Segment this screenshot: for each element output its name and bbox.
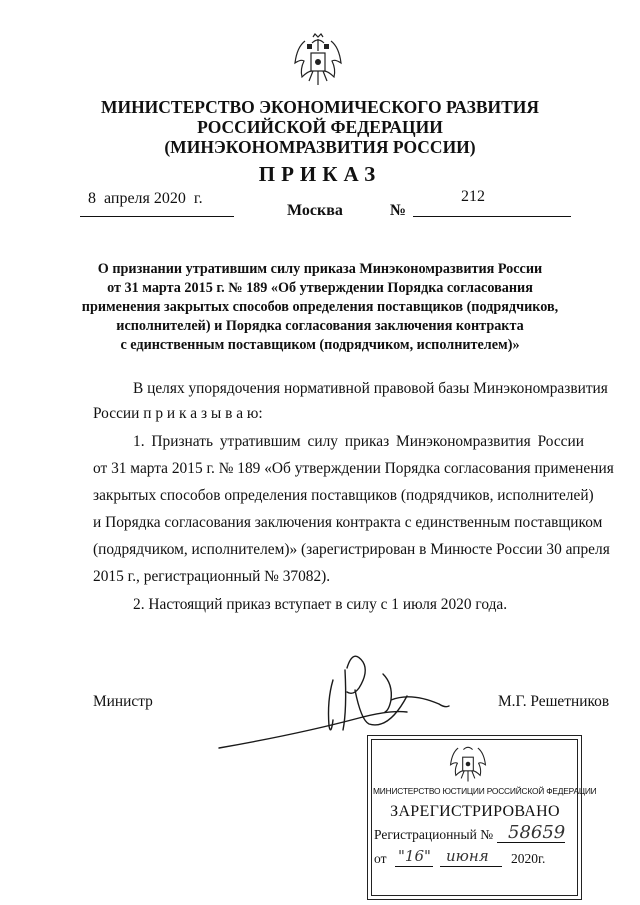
signatory-name: М.Г. Решетников [498,693,610,710]
document-type: ПРИКАЗ [258,162,382,186]
signatory-position: Министр [93,693,153,710]
preamble-line1: В целях упорядочения нормативной правовой базы Минэкономразвития [133,380,608,397]
russian-coat-of-arms-icon [447,742,489,786]
stamp-date-prefix: от [374,851,387,866]
title-line: от 31 марта 2015 г. № 189 «Об утверждении Порядка согласования [107,280,533,296]
title-line: исполнителей) и Порядка согласования заключения контракта [116,318,524,334]
ministry-heading [0,97,640,157]
stamp-reg-underline [497,842,565,843]
stamp-date-month: июня [446,847,489,865]
title-line: с единственным поставщиком (подрядчиком, исполнителем)» [120,337,520,353]
ministry-name-line1: МИНИСТЕРСТВО ЭКОНОМИЧЕСКОГО РАЗВИТИЯ [100,97,540,117]
order-number: 212 [461,188,485,205]
ministry-name-line2: РОССИЙСКОЙ ФЕДЕРАЦИИ [197,117,443,137]
stamp-ministry: МИНИСТЕРСТВО ЮСТИЦИИ РОССИЙСКОЙ ФЕДЕРАЦИИ [373,786,597,796]
number-sign: № [390,202,407,219]
preamble-prikazyvayu: п р и к а з ы в а ю: [143,405,263,422]
stamp-date-day: "16" [398,847,431,865]
item1-line: и Порядка согласования заключения контракта с единственным поставщиком [93,514,603,531]
title-line: применения закрытых способов определения поставщиков (подрядчиков, [81,299,559,315]
russian-coat-of-arms-icon [293,33,343,91]
number-underline [413,216,571,217]
item1-line: закрытых способов определения поставщиков (подрядчиков, исполнителей) [93,487,594,504]
stamp-day-underline [395,866,433,867]
date-underline [80,216,234,217]
stamp-registered: ЗАРЕГИСТРИРОВАНО [390,803,560,820]
stamp-date-year: 2020г. [511,851,546,866]
stamp-reg-number: 58659 [508,822,566,843]
order-city: Москва [287,202,343,219]
order-date: 8 апреля 2020 г. [88,190,203,207]
item1-line: 1. Признать утратившим силу приказ Минэкономразвития России [133,433,584,450]
title-line: О признании утратившим силу приказа Минэкономразвития России [97,261,543,277]
item2-line: 2. Настоящий приказ вступает в силу с 1 июля 2020 года. [133,596,508,613]
item1-line: (подрядчиком, исполнителем)» (зарегистрирован в Минюсте России 30 апреля [93,541,610,558]
preamble-prefix: России [93,405,144,422]
order-title [0,260,640,355]
ministry-name-line3: (МИНЭКОНОМРАЗВИТИЯ РОССИИ) [164,137,476,157]
stamp-month-underline [440,866,502,867]
item1-line: 2015 г., регистрационный № 37082). [93,568,331,585]
item1-line: от 31 марта 2015 г. № 189 «Об утверждении Порядка согласования применения [93,460,614,477]
preamble-line2 [93,400,263,427]
stamp-reg-label: Регистрационный № [374,827,494,842]
